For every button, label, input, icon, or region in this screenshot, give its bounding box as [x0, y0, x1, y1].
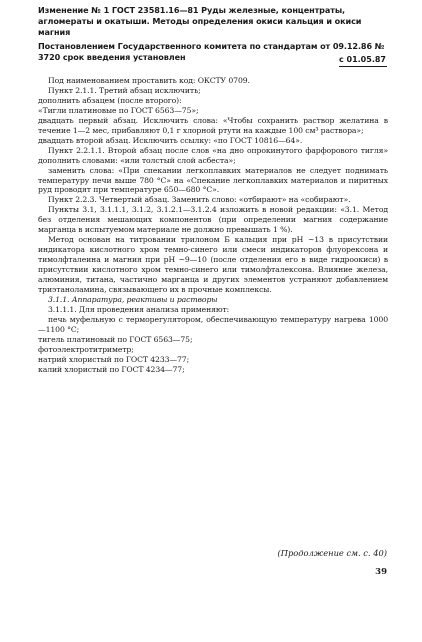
continuation-note: (Продолжение см. с. 40): [277, 548, 387, 558]
paragraph: дополнить абзацем (после второго):: [38, 95, 182, 105]
paragraph: фотоэлектротитриметр;: [38, 344, 134, 354]
paragraph: Метод основан на титровании трилоном Б кальция при pH ~13 в присутствии индикатора кислотного хром темно-синего или смеси индикаторов флуорексона и тимолфталеина и магния при pH ~9—10 (после отделения его в виде гидроокиси) в присутствии кислотного хром темно-синего или тимолфталексона. Влияние железа, алюминия, титана, частично марганца и других элементов устраняют добавлением триэтаноламина, связывающего их в прочные комплексы.: [38, 235, 388, 295]
section-heading: 3.1.1. Аппаратура, реактивы и растворы: [48, 294, 218, 304]
paragraph: двадцать первый абзац. Исключить слова: «Чтобы сохранить раствор желатина в течение 1—2 мес, прибавляют 0,1 г хлорной ртути на каждые 100 см³ раствора»;: [38, 115, 388, 135]
paragraph: тигель платиновый по ГОСТ 6563—75;: [38, 334, 193, 344]
decree-line: Постановлением Государственного комитета по стандартам от 09.12.86 № 3720 срок введения установлен: [38, 41, 385, 62]
paragraph: Пункт 2.1.1. Третий абзац исключить;: [48, 85, 201, 95]
paragraph: «Тигли платиновые по ГОСТ 6563—75»;: [38, 105, 199, 115]
paragraph: Под наименованием проставить код: ОКСТУ 0709.: [48, 76, 250, 85]
paragraph: калий хлористый по ГОСТ 4234—77;: [38, 364, 185, 374]
paragraph: печь муфельную с терморегулятором, обеспечивающую температуру нагрева 1000—1100 °С;: [38, 314, 388, 334]
paragraph: натрий хлористый по ГОСТ 4233—77;: [38, 354, 190, 364]
paragraph: Пункты 3.1, 3.1.1.1, 3.1.2, 3.1.2.1—3.1.2.4 изложить в новой редакции: «3.1. Метод без отделения мешающих компонентов (при определении магния содержание марганца в испытуемом материале не должно превышать 1 %).: [38, 205, 388, 235]
effective-date: с 01.05.87: [339, 55, 387, 67]
body-text: [38, 76, 388, 375]
header-block: [38, 5, 388, 63]
paragraph: 3.1.1.1. Для проведения анализа применяют:: [48, 304, 230, 314]
paragraph: двадцать второй абзац. Исключить ссылку: «по ГОСТ 10816—64».: [38, 135, 303, 145]
amendment-title: Изменение № 1 ГОСТ 23581.16—81 Руды железные, концентраты, агломераты и окатыши. Методы определения окиси кальция и окиси магния: [38, 5, 362, 37]
paragraph: Пункт 2.2.1.1. Второй абзац после слов «на дно опрокинутого фарфорового тигля» дополнить словами: «или толстый слой асбеста»;: [38, 145, 388, 165]
paragraph: Пункт 2.2.3. Четвертый абзац. Заменить слово: «отбирают» на «собирают».: [48, 195, 351, 205]
paragraph: заменить слова: «При спекании легкоплавких материалов не следует поднимать температуру печи выше 780 °С» на «Спекание легкоплавких материалов и пиритных руд проводят при температуре 650—680 °С».: [38, 165, 388, 195]
page-number: 39: [375, 567, 387, 577]
